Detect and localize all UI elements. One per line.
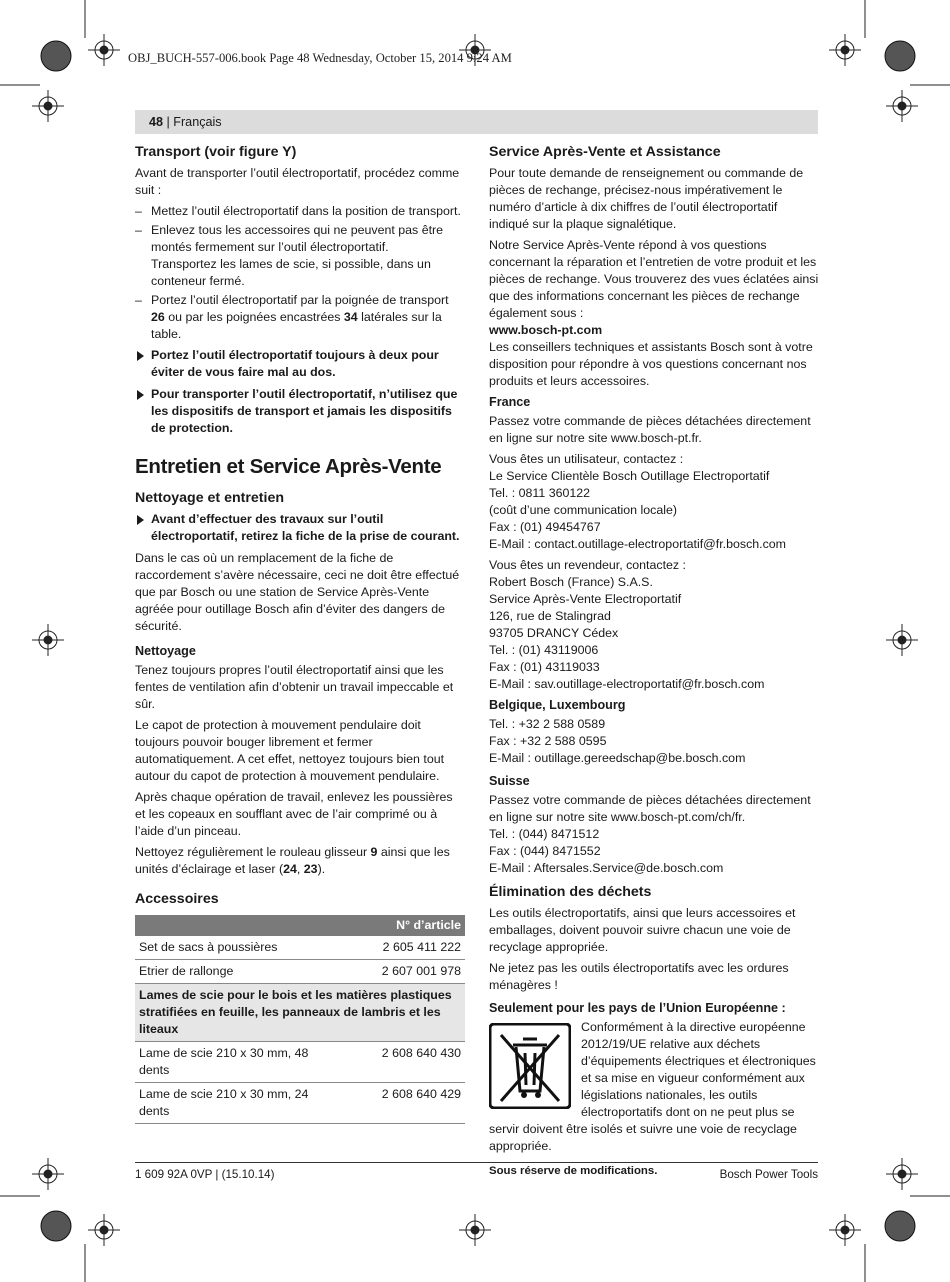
reference-number: 9 bbox=[370, 845, 378, 859]
transport-intro: Avant de transporter l’outil électroportatif, procédez comme suit : bbox=[135, 166, 460, 197]
warning-triangle-icon bbox=[137, 515, 144, 525]
service-paragraph: Pour toute demande de renseignement ou commande de pièces de rechange, précisez-nous impérativement le numéro d’article à dix chiffres de l’outil électroportatif indiqué sur la plaque signalétique. bbox=[489, 166, 804, 231]
reference-number: 23 bbox=[303, 862, 318, 876]
accessories-title: Accessoires bbox=[135, 891, 219, 907]
eu-title: Seulement pour les pays de l’Union Européenne : bbox=[489, 1001, 786, 1015]
contact-line: Fax : (044) 8471552 bbox=[489, 844, 601, 858]
reference-number: 26 bbox=[151, 310, 165, 324]
warning-item bbox=[135, 386, 465, 437]
disposal-paragraph: Ne jetez pas les outils électroportatifs avec les ordures ménagères ! bbox=[489, 961, 789, 992]
warning-item bbox=[135, 511, 465, 545]
table-row bbox=[135, 1042, 465, 1083]
table-header: N° d’article bbox=[135, 915, 465, 936]
accessories-table bbox=[135, 915, 465, 1124]
warning-triangle-icon bbox=[137, 390, 144, 400]
header-language: Français bbox=[173, 115, 222, 129]
belgique-contact bbox=[489, 716, 819, 767]
table-cell: 2 608 640 430 bbox=[341, 1042, 465, 1083]
contact-line: Passez votre commande de pièces détachées directement en ligne sur notre site www.bosch-pt.com/ch/fr. bbox=[489, 793, 811, 824]
text-run: , bbox=[296, 862, 304, 876]
contact-line: Fax : (01) 49454767 bbox=[489, 520, 601, 534]
footer-rule bbox=[135, 1162, 818, 1163]
contact-line: Fax : (01) 43119033 bbox=[489, 660, 600, 674]
contact-line: Tel. : +32 2 588 0589 bbox=[489, 717, 606, 731]
service-url[interactable]: www.bosch-pt.com bbox=[489, 323, 603, 337]
nettoyage-paragraph: Tenez toujours propres l’outil électroportatif ainsi que les fentes de ventilation afin d’obtenir un travail impeccable et sûr. bbox=[135, 663, 454, 711]
nettoyage-paragraph bbox=[135, 844, 465, 878]
contact-line: E-Mail : sav.outillage-electroportatif@fr.bosch.com bbox=[489, 677, 765, 691]
eu-block bbox=[489, 1019, 819, 1155]
footer-code: 1 609 92A 0VP | (15.10.14) bbox=[135, 1168, 275, 1181]
cleaning-title: Nettoyage et entretien bbox=[135, 490, 285, 506]
cleaning-paragraph: Dans le cas où un remplacement de la fiche de raccordement s’avère nécessaire, ceci ne doit être effectué que par Bosch ou une station de Service Après-Vente agréée pour outillage Bosch afin d’éviter des dangers de sécurité. bbox=[135, 551, 460, 633]
nettoyage-paragraph: Après chaque opération de travail, enlevez les poussières et les copeaux en soufflant avec de l’air comprimé ou à l’aide d’un pinceau. bbox=[135, 790, 453, 838]
contact-line: E-Mail : Aftersales.Service@de.bosch.com bbox=[489, 861, 724, 875]
table-row bbox=[135, 1083, 465, 1124]
disposal-paragraph: Les outils électroportatifs, ainsi que leurs accessoires et emballages, doivent pouvoir suivre chacun une voie de recyclage appropriée. bbox=[489, 906, 796, 954]
nettoyage-title: Nettoyage bbox=[135, 644, 196, 658]
contact-line: E-Mail : contact.outillage-electroportatif@fr.bosch.com bbox=[489, 537, 786, 551]
footer-brand: Bosch Power Tools bbox=[719, 1168, 818, 1181]
table-header-row bbox=[135, 915, 465, 936]
table-cell: 2 605 411 222 bbox=[341, 936, 465, 960]
transport-steps bbox=[135, 203, 465, 343]
page-header bbox=[149, 114, 222, 131]
table-cell: 2 608 640 429 bbox=[341, 1083, 465, 1124]
table-cell: Lame de scie 210 x 30 mm, 48 dents bbox=[135, 1042, 341, 1083]
contact-line: (coût d’une communication locale) bbox=[489, 503, 678, 517]
france-dealer-contact bbox=[489, 557, 819, 693]
eu-paragraph: Conformément à la directive européenne 2012/19/UE relative aux déchets d’équipements électriques et électroniques et sa mise en vigueur conformément aux législations nationales, les outils électroportatifs dont on ne peut plus se servir doivent être isolés et suivre une voie de recyclage appropriée. bbox=[489, 1020, 816, 1153]
transport-step bbox=[135, 292, 465, 343]
text-run: ou par les poignées encastrées bbox=[164, 310, 344, 324]
warning-text: Pour transporter l’outil électroportatif, n’utilisez que les dispositifs de transport et jamais les dispositifs de protection. bbox=[151, 387, 458, 435]
contact-line: Tel. : (044) 8471512 bbox=[489, 827, 600, 841]
page-number: 48 bbox=[149, 115, 164, 129]
text-run: ainsi que les unités d’éclairage et laser ( bbox=[135, 845, 450, 876]
maintenance-title: Entretien et Service Après-Vente bbox=[135, 455, 442, 478]
contact-line: E-Mail : outillage.gereedschap@be.bosch.com bbox=[489, 751, 746, 765]
service-paragraph: Les conseillers techniques et assistants Bosch sont à votre disposition pour répondre à vos questions concernant nos produits et leurs accessoires. bbox=[489, 340, 813, 388]
contact-line: Tel. : (01) 43119006 bbox=[489, 643, 599, 657]
table-group-row bbox=[135, 984, 465, 1042]
table-cell: 2 607 001 978 bbox=[341, 960, 465, 984]
warning-item bbox=[135, 347, 465, 381]
warning-text: Avant d’effectuer des travaux sur l’outil électroportatif, retirez la fiche de la prise de courant. bbox=[151, 512, 460, 543]
suisse-title: Suisse bbox=[489, 774, 530, 788]
suisse-contact bbox=[489, 792, 819, 877]
table-row bbox=[135, 936, 465, 960]
table-cell: Set de sacs à poussières bbox=[135, 936, 341, 960]
contact-line: Le Service Clientèle Bosch Outillage Electroportatif bbox=[489, 469, 770, 483]
table-group-cell: Lames de scie pour le bois et les matières plastiques stratifiées en feuille, les panneaux de lambris et les liteaux bbox=[135, 984, 465, 1042]
warning-text: Portez l’outil électroportatif toujours à deux pour éviter de vous faire mal au dos. bbox=[151, 348, 439, 379]
france-paragraph: Passez votre commande de pièces détachées directement en ligne sur notre site www.bosch-pt.fr. bbox=[489, 414, 811, 445]
reference-number: 34 bbox=[343, 310, 358, 324]
transport-step bbox=[135, 222, 465, 290]
text-run: latérales sur la table. bbox=[151, 310, 442, 341]
transport-step-text: Enlevez tous les accessoires qui ne peuvent pas être montés fermement sur l’outil électroportatif. bbox=[151, 223, 444, 254]
france-title: France bbox=[489, 395, 531, 409]
service-paragraph: Notre Service Après-Vente répond à vos questions concernant la réparation et l’entretien de votre produit et les pièces de rechange. Vous trouverez des vues éclatées ainsi que des informations concernant les pièces de rechange également sous : bbox=[489, 238, 819, 320]
page-header-bar bbox=[135, 110, 818, 134]
contact-line: Tel. : 0811 360122 bbox=[489, 486, 591, 500]
nettoyage-paragraph: Le capot de protection à mouvement pendulaire doit toujours pouvoir bouger librement et fermer automatiquement. A cet effet, nettoyez toujours bien tout autour du capot de protection à mouvement pendulaire. bbox=[135, 718, 445, 783]
table-cell: Etrier de rallonge bbox=[135, 960, 341, 984]
warning-triangle-icon bbox=[137, 351, 144, 361]
contact-line: Robert Bosch (France) S.A.S. bbox=[489, 575, 653, 589]
left-column bbox=[135, 143, 465, 1124]
contact-line: Fax : +32 2 588 0595 bbox=[489, 734, 607, 748]
france-user-contact bbox=[489, 451, 819, 553]
transport-step-text: Transportez les lames de scie, si possible, dans un conteneur fermé. bbox=[151, 257, 431, 288]
contact-line: Vous êtes un utilisateur, contactez : bbox=[489, 452, 684, 466]
transport-step: – Mettez l’outil électroportatif dans la position de transport. bbox=[135, 203, 465, 220]
table-row bbox=[135, 960, 465, 984]
text-run: Nettoyez régulièrement le rouleau glisseur bbox=[135, 845, 371, 859]
right-column bbox=[489, 143, 819, 1180]
contact-line: 126, rue de Stalingrad bbox=[489, 609, 611, 623]
crossed-out-bin-icon bbox=[489, 1023, 571, 1109]
service-title: Service Après-Vente et Assistance bbox=[489, 144, 721, 160]
printer-info-line: OBJ_BUCH-557-006.book Page 48 Wednesday, October 15, 2014 9:24 AM bbox=[128, 51, 512, 65]
text-run: Portez l’outil électroportatif par la poignée de transport bbox=[151, 293, 449, 307]
belgique-title: Belgique, Luxembourg bbox=[489, 698, 626, 712]
transport-title: Transport (voir figure Y) bbox=[135, 144, 297, 160]
text-run: ). bbox=[317, 862, 326, 876]
contact-line: 93705 DRANCY Cédex bbox=[489, 626, 619, 640]
contact-line: Vous êtes un revendeur, contactez : bbox=[489, 558, 687, 572]
reference-number: 24 bbox=[283, 862, 297, 876]
table-cell: Lame de scie 210 x 30 mm, 24 dents bbox=[135, 1083, 341, 1124]
disposal-title: Élimination des déchets bbox=[489, 884, 652, 900]
reserve-note: Sous réserve de modifications. bbox=[489, 1165, 658, 1177]
contact-line: Service Après-Vente Electroportatif bbox=[489, 592, 682, 606]
header-separator: | bbox=[163, 115, 174, 129]
